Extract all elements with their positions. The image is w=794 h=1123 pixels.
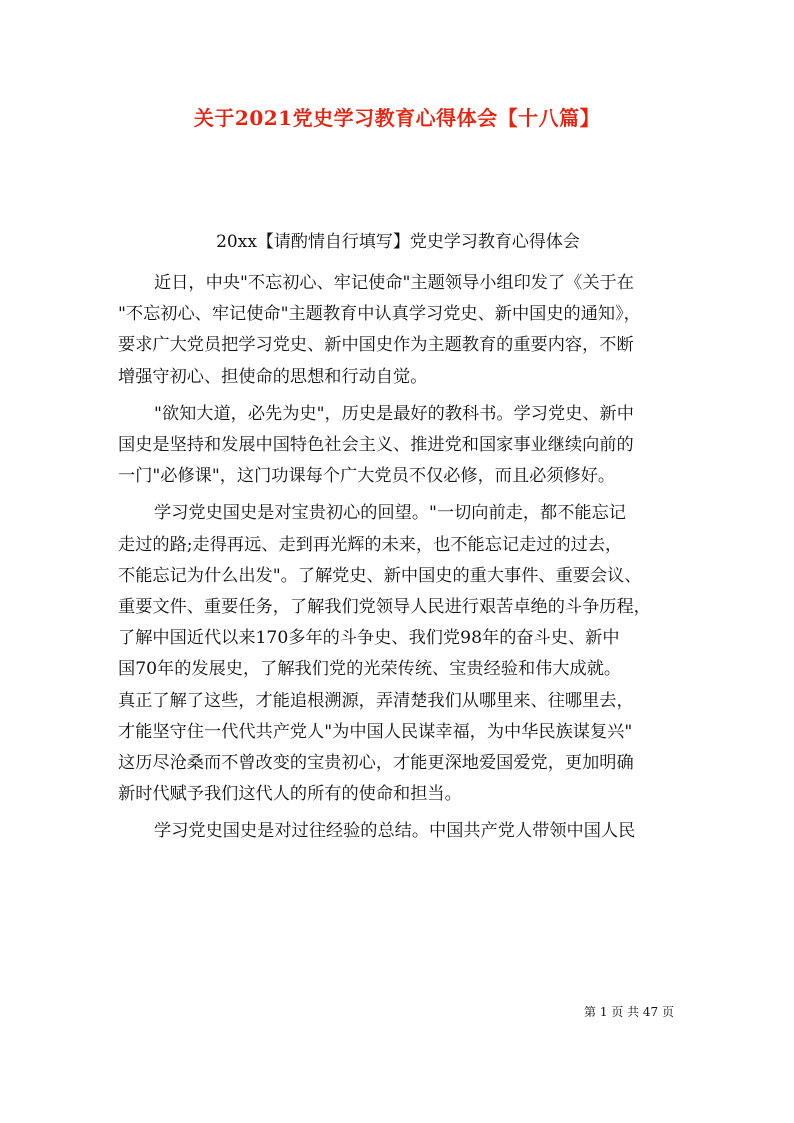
paragraph-line: "不忘初心、牢记使命"主题教育中认真学习党史、新中国史的通知》， bbox=[118, 304, 641, 325]
document-title: 关于2021党史学习教育心得体会【十八篇】 bbox=[193, 106, 601, 130]
paragraph bbox=[118, 268, 680, 393]
paragraph-line: 学习党史国史是对宝贵初心的回望。"一切向前走，都不能忘记 bbox=[154, 503, 626, 524]
paragraph-line: 国史是坚持和发展中国特色社会主义、推进党和国家事业继续向前的 bbox=[118, 435, 634, 456]
document-subtitle: 20xx【请酌情自行填写】党史学习教育心得体会 bbox=[216, 232, 580, 252]
paragraph-line: 学习党史国史是对过往经验的总结。中国共产党人带领中国人民 bbox=[154, 821, 636, 842]
paragraph-line: 一门"必修课"，这门功课每个广大党员不仅必修，而且必须修好。 bbox=[118, 466, 616, 487]
paragraph bbox=[118, 399, 680, 493]
document-body bbox=[118, 268, 680, 848]
paragraph-line: "欲知大道，必先为史"，历史是最好的教科书。学习党史、新中 bbox=[154, 403, 634, 424]
paragraph-line: 增强守初心、担使命的思想和行动自觉。 bbox=[118, 366, 428, 387]
paragraph-line: 国70年的发展史，了解我们党的光荣传统、宝贵经验和伟大成就。 bbox=[118, 659, 622, 680]
paragraph-line: 这历尽沧桑而不曾改变的宝贵初心，才能更深地爱国爱党，更加明确 bbox=[118, 753, 634, 774]
page-number: 第 1 页 共 47 页 bbox=[584, 1005, 674, 1019]
paragraph bbox=[118, 816, 680, 847]
paragraph-line: 新时代赋予我们这代人的所有的使命和担当。 bbox=[118, 784, 462, 805]
paragraph bbox=[118, 498, 680, 810]
paragraph-line: 了解中国近代以来170多年的斗争史、我们党98年的奋斗史、新中 bbox=[118, 628, 620, 649]
paragraph-line: 走过的路;走得再远、走到再光辉的未来，也不能忘记走过的过去， bbox=[118, 534, 623, 555]
paragraph-line: 真正了解了这些，才能追根溯源，弄清楚我们从哪里来、往哪里去， bbox=[118, 690, 634, 711]
paragraph-line: 要求广大党员把学习党史、新中国史作为主题教育的重要内容，不断 bbox=[118, 335, 634, 356]
paragraph-line: 重要文件、重要任务，了解我们党领导人民进行艰苦卓绝的斗争历程， bbox=[118, 597, 651, 618]
paragraph-line: 近日，中央"不忘初心、牢记使命"主题领导小组印发了《关于在 bbox=[154, 273, 634, 293]
paragraph-line: 不能忘记为什么出发"。了解党史、新中国史的重大事件、重要会议、 bbox=[118, 565, 642, 586]
paragraph-line: 才能坚守住一代代共产党人"为中国人民谋幸福，为中华民族谋复兴" bbox=[118, 721, 633, 742]
